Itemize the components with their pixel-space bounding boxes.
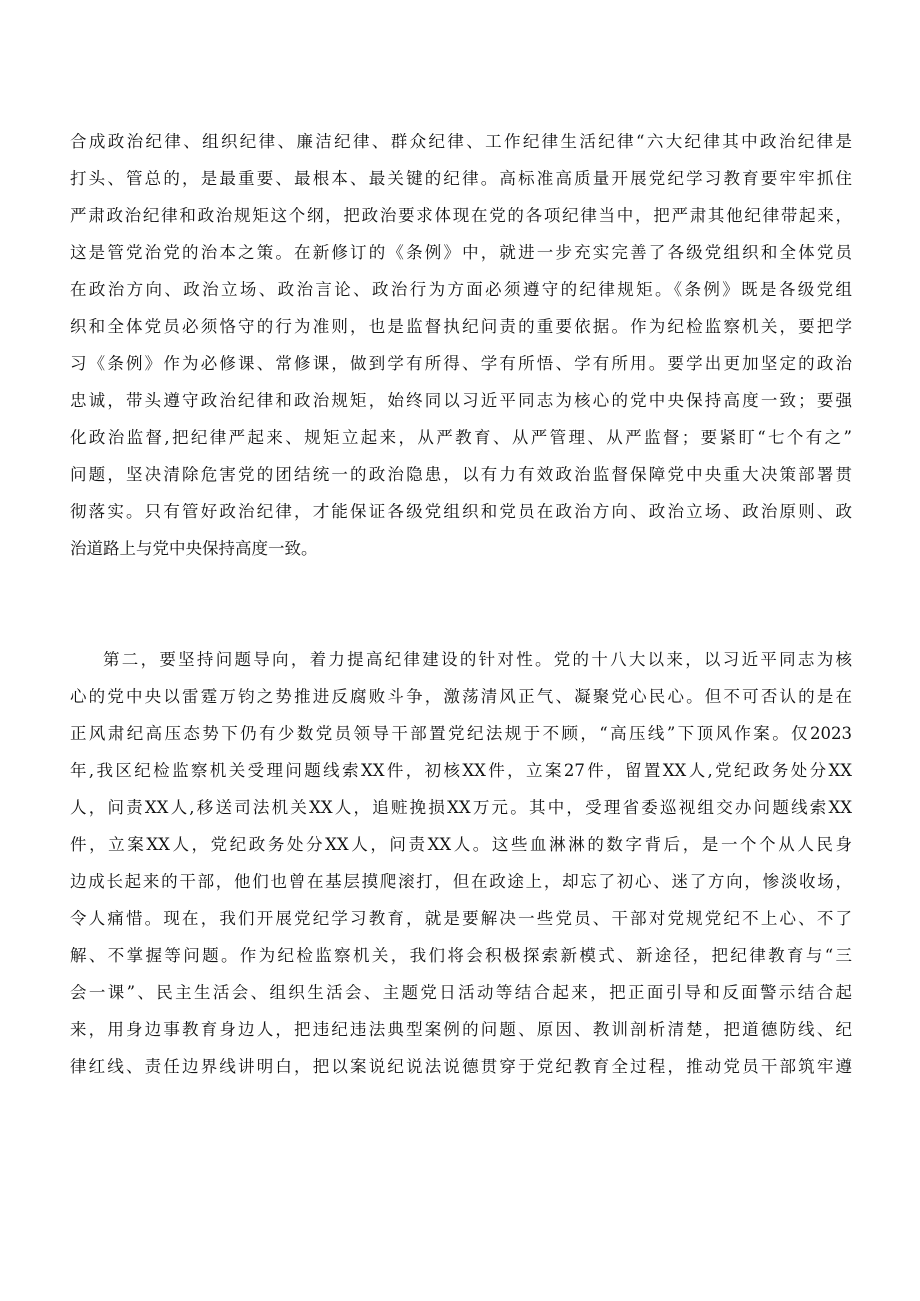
text-line: 令人痛惜。现在，我们开展党纪学习教育，就是要解决一些党员、干部对党规党纪不上心、不了 [70,909,852,928]
text-line: 心的党中央以雷霆万钧之势推进反腐败斗争，激荡清风正气、凝聚党心民心。但不可否认的是在 [70,687,852,706]
paragraph-political-discipline [70,123,852,567]
text-line: 在政治方向、政治立场、政治言论、政治行为方面必须遵守的纪律规矩。《条例》既是各级党组 [70,280,852,299]
text-line: 问题，坚决清除危害党的团结统一的政治隐患，以有力有效政治监督保障党中央重大决策部署贯 [70,465,852,484]
text-line: 第二，要坚持问题导向，着力提高纪律建设的针对性。党的十八大以来，以习近平同志为核 [103,650,852,669]
text-line: 来，用身边事教育身边人，把违纪违法典型案例的问题、原因、教训剖析清楚，把道德防线、纪 [70,1020,852,1039]
text-line: 忠诚，带头遵守政治纪律和政治规矩，始终同以习近平同志为核心的党中央保持高度一致；要强 [70,391,852,410]
text-line: 律红线、责任边界线讲明白，把以案说纪说法说德贯穿于党纪教育全过程，推动党员干部筑牢遵 [70,1057,852,1076]
paragraph-problem-orientation [70,641,852,1085]
text-line: 严肃政治纪律和政治规矩这个纲，把政治要求体现在党的各项纪律当中，把严肃其他纪律带起来， [70,206,852,225]
text-line: 会一课”、民主生活会、组织生活会、主题党日活动等结合起来，把正面引导和反面警示结合起 [70,983,852,1002]
text-line: 织和全体党员必须恪守的行为准则，也是监督执纪问责的重要依据。作为纪检监察机关，要把学 [70,317,852,336]
text-line: 合成政治纪律、组织纪律、廉洁纪律、群众纪律、工作纪律生活纪律“六大纪律其中政治纪律是 [70,132,852,151]
text-line: 解、不掌握等问题。作为纪检监察机关，我们将会积极探索新模式、新途径，把纪律教育与“三 [70,946,852,965]
text-line: 边成长起来的干部，他们也曾在基层摸爬滚打，但在政途上，却忘了初心、迷了方向，惨淡收场， [70,872,852,891]
text-line: 年,我区纪检监察机关受理问题线索XX件，初核XX件，立案27件，留置XX人,党纪政务处分XX [70,761,852,780]
text-line: 这是管党治党的治本之策。在新修订的《条例》中，就进一步充实完善了各级党组织和全体党员 [70,243,852,262]
text-line: 习《条例》作为必修课、常修课，做到学有所得、学有所悟、学有所用。要学出更加坚定的政治 [70,354,852,373]
text-line: 彻落实。只有管好政治纪律，才能保证各级党组织和党员在政治方向、政治立场、政治原则、政 [70,502,852,521]
text-line: 正风肃纪高压态势下仍有少数党员领导干部置党纪法规于不顾，“高压线”下顶风作案。仅2023 [70,724,852,743]
text-line: 人，问责XX人,移送司法机关XX人，追赃挽损XX万元。其中，受理省委巡视组交办问题线索XX [70,798,852,817]
text-line: 化政治监督,把纪律严起来、规矩立起来，从严教育、从严管理、从严监督；要紧盯“七个有之” [70,428,852,447]
text-line: 打头、管总的，是最重要、最根本、最关键的纪律。高标准高质量开展党纪学习教育要牢牢抓住 [70,169,852,188]
text-line: 件，立案XX人，党纪政务处分XX人，问责XX人。这些血淋淋的数字背后，是一个个从人民身 [70,835,852,854]
text-line: 治道路上与党中央保持高度一致。 [70,539,318,558]
